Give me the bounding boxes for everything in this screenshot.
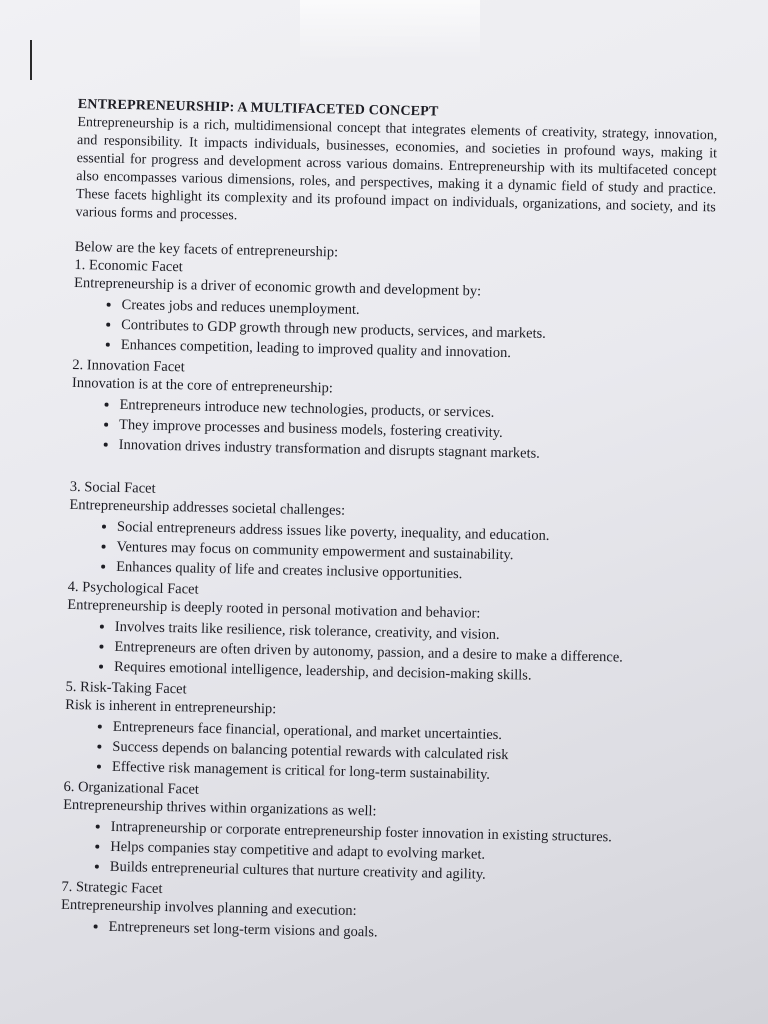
facet-economic <box>73 256 715 367</box>
facet-strategic <box>60 878 701 949</box>
facet-organizational <box>62 778 704 889</box>
list-item: • Creates jobs and reduces unemployment. <box>121 295 713 327</box>
facet-heading: 6. Organizational Facet <box>63 778 200 798</box>
facet-description: Entrepreneurship is a driver of economic growth and development by: <box>73 274 482 300</box>
facet-description: Entrepreneurship addresses societal challenges: <box>69 496 346 519</box>
facet-description: Entrepreneurship involves planning and execution: <box>60 896 357 920</box>
facet-social <box>68 478 710 589</box>
list-item: • Entrepreneurs face financial, operational, and market uncertainties. <box>113 717 705 749</box>
facet-bullet-list <box>62 816 703 889</box>
intro-paragraph: Entrepreneurship is a rich, multidimensional concept that integrates elements of creativity, strategy, innovation, and responsibility. It impacts individuals, businesses, economies, and societies in profound ways, making it essential for progress and development across various domains. Entrepreneurship with its multifaceted concept also encompasses various dimensions, roles, and perspectives, making it a dynamic field of study and practice. These facets highlight its complexity and its profound impact on individuals, organizations, and society, and its various forms and processes. <box>75 114 718 224</box>
list-item: • Intrapreneurship or corporate entrepreneurship foster innovation in existing structures. <box>110 817 702 849</box>
facet-innovation <box>71 356 713 467</box>
list-item: • Entrepreneurs set long-term visions and goals. <box>108 917 700 949</box>
facet-heading: 5. Risk-Taking Facet <box>65 678 187 698</box>
facets-lead: Below are the key facets of entrepreneurship: <box>74 238 339 261</box>
list-item: • Innovation drives industry transformation and disrupts stagnant markets. <box>118 435 710 467</box>
list-item: • Builds entrepreneurial cultures that nurture creativity and agility. <box>110 857 702 889</box>
list-item: • Effective risk management is critical for long-term sustainability. <box>112 757 704 789</box>
facet-heading: 7. Strategic Facet <box>61 878 163 897</box>
facet-description: Entrepreneurship is deeply rooted in personal motivation and behavior: <box>67 596 481 622</box>
facet-heading: 2. Innovation Facet <box>72 356 185 376</box>
facet-bullet-list <box>71 394 712 467</box>
facet-bullet-list <box>68 516 709 589</box>
paper-fold <box>300 0 480 60</box>
facet-bullet-list <box>64 716 705 789</box>
list-item: • They improve processes and business models, fostering creativity. <box>119 415 711 447</box>
list-item: • Requires emotional intelligence, leadership, and decision-making skills. <box>114 657 706 689</box>
facet-bullet-list <box>73 294 714 367</box>
facet-heading: 1. Economic Facet <box>74 256 183 276</box>
list-item: • Helps companies stay competitive and adapt to evolving market. <box>110 837 702 869</box>
list-item: • Entrepreneurs are often driven by autonomy, passion, and a desire to make a difference. <box>114 637 706 669</box>
facet-heading: 3. Social Facet <box>69 478 156 497</box>
facet-bullet-list <box>66 616 707 689</box>
list-item: • Contributes to GDP growth through new products, services, and markets. <box>121 315 713 347</box>
facet-psychological <box>66 578 708 689</box>
document-body <box>60 96 717 951</box>
facet-description: Entrepreneurship thrives within organizations as well: <box>62 796 377 820</box>
list-item: • Enhances competition, leading to improved quality and innovation. <box>121 335 713 367</box>
document-title: ENTREPRENEURSHIP: A MULTIFACETED CONCEPT <box>77 96 439 120</box>
facet-heading: 4. Psychological Facet <box>67 578 199 598</box>
facet-description: Innovation is at the core of entrepreneurship: <box>71 374 334 397</box>
facet-description: Risk is inherent in entrepreneurship: <box>65 696 277 718</box>
list-item: • Enhances quality of life and creates inclusive opportunities. <box>116 557 708 589</box>
list-item: • Ventures may focus on community empowerment and sustainability. <box>116 537 708 569</box>
facet-risk-taking <box>64 678 706 789</box>
list-item: • Success depends on balancing potential rewards with calculated risk <box>112 737 704 769</box>
pen-mark <box>30 40 32 80</box>
list-item: • Entrepreneurs introduce new technologies, products, or services. <box>119 395 711 427</box>
list-item: • Involves traits like resilience, risk tolerance, creativity, and vision. <box>115 617 707 649</box>
list-item: • Social entrepreneurs address issues like poverty, inequality, and education. <box>117 517 709 549</box>
